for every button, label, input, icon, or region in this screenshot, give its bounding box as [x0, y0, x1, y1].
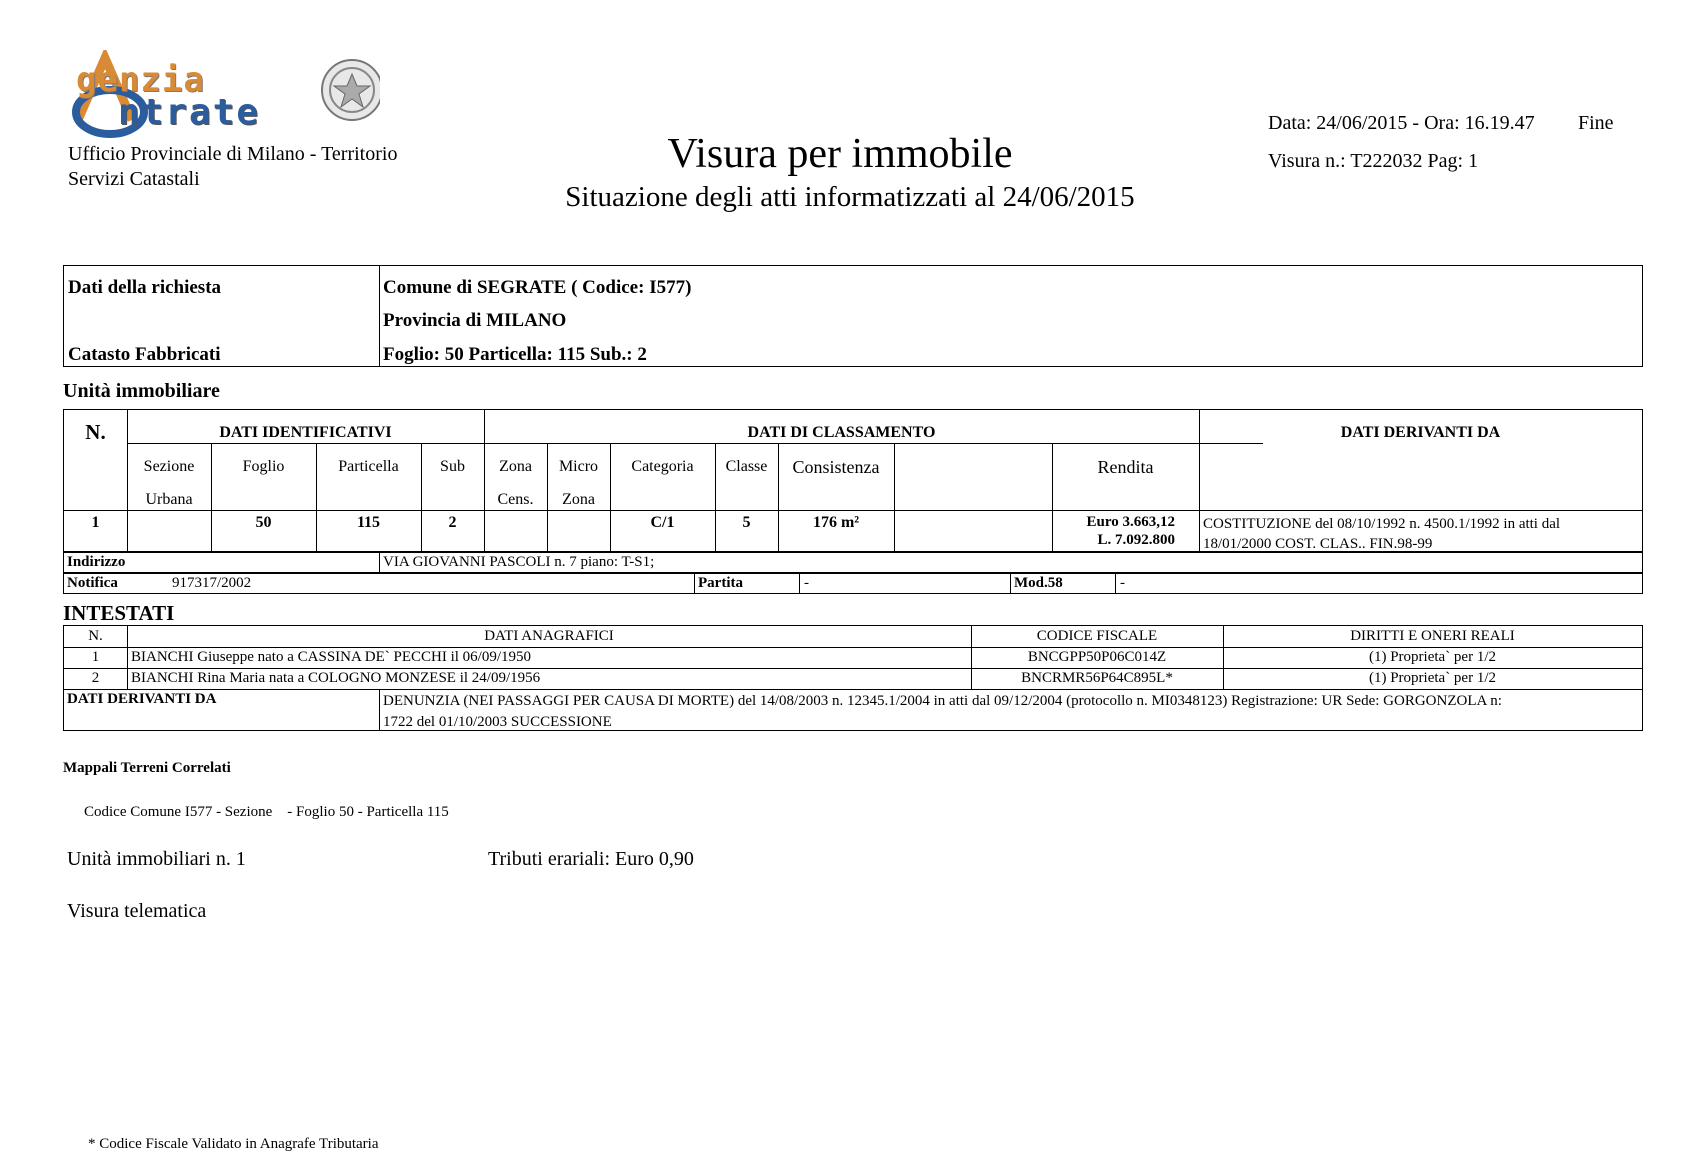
page-subtitle: Situazione degli atti informatizzati al 24/06/2015: [565, 181, 1135, 213]
provincia-value: Provincia di MILANO: [383, 310, 567, 331]
col-zona-2: Cens.: [497, 491, 534, 508]
intestato-2-cf: BNCRMR56P64C895L*: [1021, 670, 1173, 686]
rendita-lire: L. 7.092.800: [1097, 532, 1175, 548]
intestati-header-cf: CODICE FISCALE: [1036, 628, 1158, 644]
intestati-table: [63, 625, 1643, 731]
row-rendita: [1052, 514, 1199, 549]
rendita-euro: Euro 3.663,12: [1086, 514, 1175, 530]
mod58-value: -: [1120, 575, 1125, 591]
notifica-row: [63, 573, 1643, 594]
visura-number: Visura n.: T222032 Pag: 1: [1268, 150, 1479, 172]
col-classe: Classe: [725, 458, 768, 475]
mappali-title: Mappali Terreni Correlati: [63, 760, 231, 776]
row-derivanti-line-1: COSTITUZIONE del 08/10/1992 n. 4500.1/1992 in atti dal: [1203, 516, 1561, 532]
intestati-derivanti: [383, 691, 1639, 733]
row-consistenza: 176 m²: [812, 514, 860, 531]
partita-value: -: [804, 575, 809, 591]
col-micro: Micro: [558, 458, 599, 475]
request-label: Dati della richiesta: [68, 277, 222, 298]
col-sezione: Sezione: [143, 458, 195, 475]
intestati-header-diritti: DIRITTI E ONERI REALI: [1350, 628, 1515, 644]
intestato-1-diritti: (1) Proprieta` per 1/2: [1368, 649, 1497, 665]
row-n: 1: [91, 514, 100, 531]
mappali-line: Codice Comune I577 - Sezione - Foglio 50 - Particella 115: [84, 804, 449, 820]
intestati-derivanti-label: DATI DERIVANTI DA: [67, 691, 217, 707]
request-box: [63, 265, 1643, 367]
date-time: Data: 24/06/2015 - Ora: 16.19.47: [1268, 112, 1535, 134]
col-consistenza: Consistenza: [792, 457, 880, 477]
foglio-value: Foglio: 50 Particella: 115 Sub.: 2: [383, 344, 647, 365]
col-particella: Particella: [338, 458, 399, 475]
comune-value: Comune di SEGRATE ( Codice: I577): [383, 277, 692, 298]
page-title: Visura per immobile: [667, 131, 1013, 177]
intestato-1-anagrafici: BIANCHI Giuseppe nato a CASSINA DE` PECCHI il 06/09/1950: [131, 649, 531, 665]
row-foglio: 50: [255, 514, 272, 531]
intestato-1-n: 1: [91, 649, 100, 665]
unita-count: Unità immobiliari n. 1: [67, 848, 246, 870]
header-n: N.: [85, 420, 106, 444]
intestati-header-anagrafici: DATI ANAGRAFICI: [484, 628, 614, 644]
address-value: VIA GIOVANNI PASCOLI n. 7 piano: T-S1;: [383, 554, 655, 570]
row-derivanti-line-2: 18/01/2000 COST. CLAS.. FIN.98-99: [1203, 536, 1433, 552]
col-foglio: Foglio: [242, 458, 285, 475]
logo-text-entrate: ntrate: [118, 92, 261, 133]
row-sub: 2: [448, 514, 457, 531]
col-categoria: Categoria: [631, 458, 694, 475]
unit-table: [63, 409, 1643, 552]
row-categoria: C/1: [650, 514, 675, 531]
fine-label: Fine: [1578, 112, 1614, 134]
intestati-derivanti-line-1: DENUNZIA (NEI PASSAGGI PER CAUSA DI MORTE) del 14/08/2003 n. 12345.1/2004 in atti dal 09/12/2004 (protocollo n. MI0348123) Registrazione: UR Sede: GORGONZOLA n:: [383, 693, 1502, 709]
intestato-2-diritti: (1) Proprieta` per 1/2: [1368, 670, 1497, 686]
address-row: [63, 552, 1643, 573]
row-particella: 115: [356, 514, 381, 531]
intestati-header-n: N.: [88, 628, 103, 644]
header-derivanti: DATI DERIVANTI DA: [1340, 424, 1501, 441]
row-derivanti: [1203, 514, 1560, 554]
tributi-erariali: Tributi erariali: Euro 0,90: [488, 848, 694, 870]
col-micro-2: Zona: [562, 491, 595, 508]
intestato-2-anagrafici: BIANCHI Rina Maria nata a COLOGNO MONZESE il 24/09/1956: [131, 670, 541, 686]
header-identificativi: DATI IDENTIFICATIVI: [219, 424, 392, 441]
office-line-1: Ufficio Provinciale di Milano - Territorio: [68, 143, 398, 165]
header-classamento: DATI DI CLASSAMENTO: [747, 424, 936, 441]
mod58-label: Mod.58: [1014, 575, 1063, 591]
notifica-value: 917317/2002: [172, 575, 252, 591]
footnote: * Codice Fiscale Validato in Anagrafe Tributaria: [88, 1136, 379, 1152]
col-sub: Sub: [440, 458, 465, 475]
intestati-derivanti-line-2: 1722 del 01/10/2003 SUCCESSIONE: [383, 714, 612, 730]
col-sezione-2: Urbana: [145, 491, 193, 508]
col-rendita: Rendita: [1097, 457, 1154, 477]
address-label: Indirizzo: [67, 554, 126, 570]
row-classe: 5: [742, 514, 751, 531]
intestati-section-title: INTESTATI: [63, 601, 175, 625]
partita-label: Partita: [698, 575, 743, 591]
office-line-2: Servizi Catastali: [68, 168, 200, 190]
intestato-2-n: 2: [91, 670, 100, 686]
logo-text-agenzia: genzia: [76, 60, 205, 100]
unit-section-title: Unità immobiliare: [63, 380, 220, 402]
visura-telematica: Visura telematica: [67, 900, 207, 922]
notifica-label: Notifica: [67, 575, 118, 591]
intestato-1-cf: BNCGPP50P06C014Z: [1027, 649, 1167, 665]
catasto-label: Catasto Fabbricati: [68, 344, 221, 365]
col-zona: Zona: [499, 458, 532, 475]
